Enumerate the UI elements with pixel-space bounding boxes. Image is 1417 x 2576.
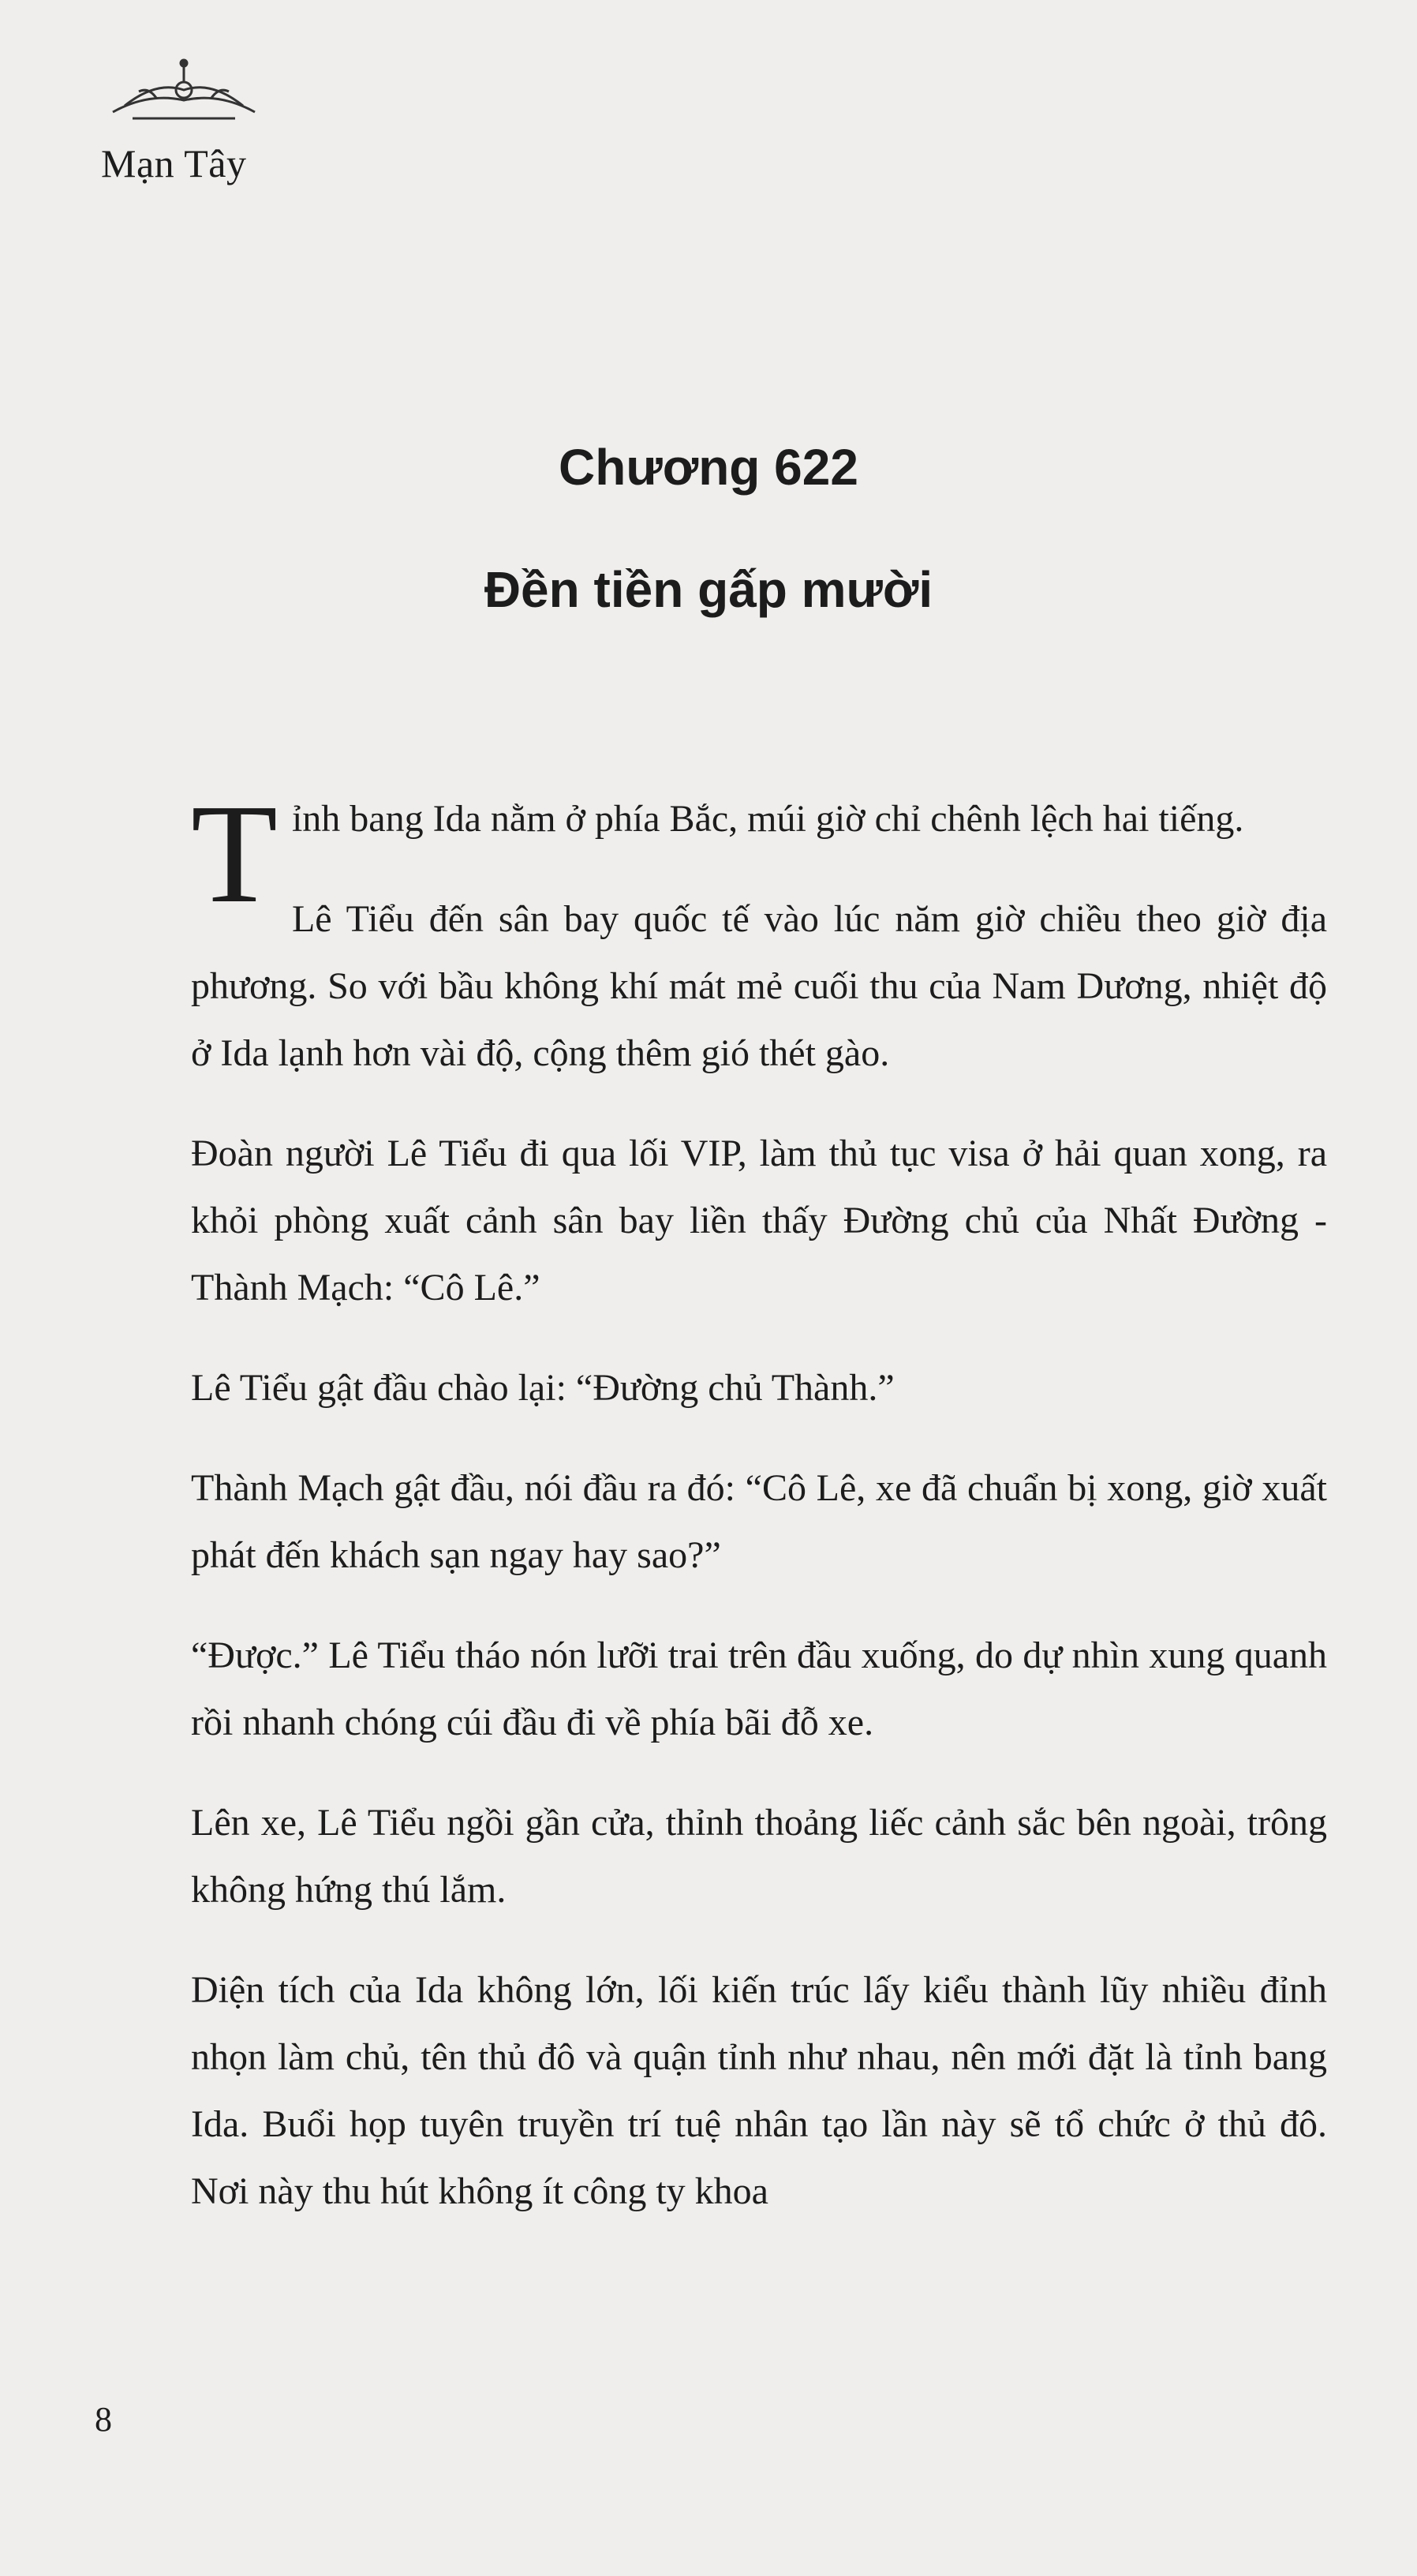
drop-cap: T	[191, 775, 278, 932]
paragraph: Lê Tiểu gật đầu chào lại: “Đường chủ Thành.”	[191, 1367, 895, 1409]
paragraph: Lê Tiểu đến sân bay quốc tế vào lúc năm giờ chiều theo giờ địa phương. So với bầu không khí mát mẻ cuối thu của Nam Dương, nhiệt độ ở Ida lạnh hơn vài độ, cộng thêm gió thét gào.	[191, 898, 1327, 1074]
paragraph-text: ỉnh bang Ida nằm ở phía Bắc, múi giờ chỉ chênh lệch hai tiếng.	[291, 798, 1244, 840]
paragraph: “Được.” Lê Tiểu tháo nón lưỡi trai trên đầu xuống, do dự nhìn xung quanh rồi nhanh chóng cúi đầu đi về phía bãi đỗ xe.	[191, 1634, 1327, 1743]
paragraph: Thành Mạch gật đầu, nói đầu ra đó: “Cô Lê, xe đã chuẩn bị xong, giờ xuất phát đến khách sạn ngay hay sao?”	[191, 1467, 1327, 1576]
author-header: Mạn Tây	[101, 141, 247, 185]
chapter-title: Đền tiền gấp mười	[484, 561, 933, 618]
body-text	[191, 775, 1327, 2258]
page-number: 8	[95, 2400, 112, 2439]
paragraph: Diện tích của Ida không lớn, lối kiến trúc lấy kiểu thành lũy nhiều đỉnh nhọn làm chủ, tên thủ đô và quận tỉnh như nhau, nên mới đặt là tỉnh bang Ida. Buổi họp tuyên truyền trí tuệ nhân tạo lần này sẽ tổ chức ở thủ đô. Nơi này thu hút không ít công ty khoa	[191, 1969, 1327, 2212]
paragraph: Đoàn người Lê Tiểu đi qua lối VIP, làm thủ tục visa ở hải quan xong, ra khỏi phòng xuất cảnh sân bay liền thấy Đường chủ của Nhất Đường - Thành Mạch: “Cô Lê.”	[191, 1133, 1327, 1309]
chapter-number: Chương 622	[559, 439, 858, 496]
paragraph: Lên xe, Lê Tiểu ngồi gần cửa, thỉnh thoảng liếc cảnh sắc bên ngoài, trông không hứng thú lắm.	[191, 1802, 1327, 1911]
paragraph	[191, 775, 1327, 932]
ornament-icon	[109, 57, 259, 128]
